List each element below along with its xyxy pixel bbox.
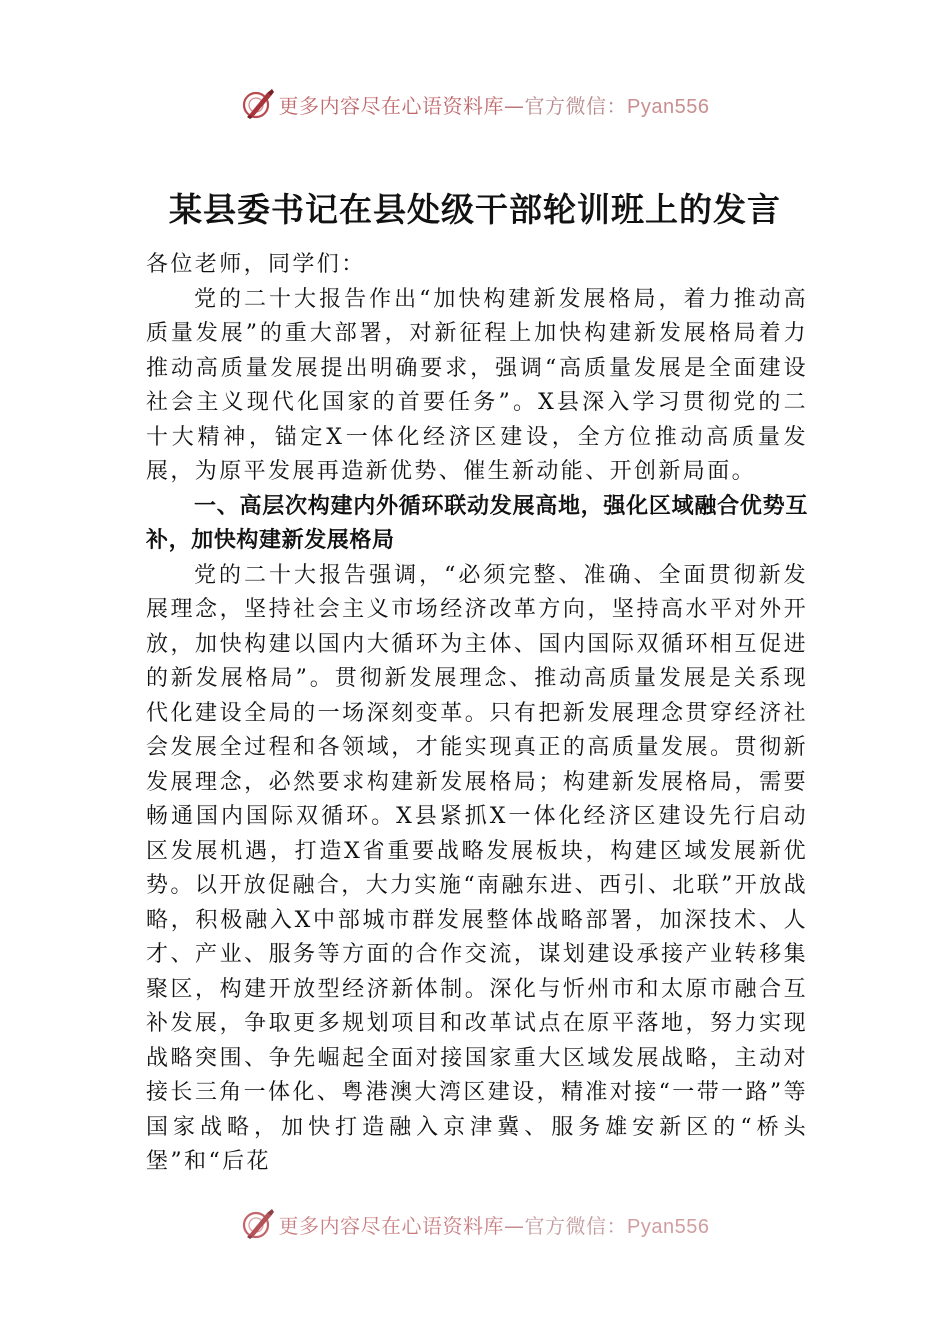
watermark-text: 更多内容尽在心语资料库 bbox=[278, 93, 505, 118]
watermark-separator: — bbox=[504, 93, 525, 118]
watermark-banner-top bbox=[0, 84, 950, 124]
intro-paragraph: 党的二十大报告作出“加快构建新发展格局，着力推动高质量发展”的重大部署，对新征程上加快构建新发展格局着力推动高质量发展提出明确要求，强调“高质量发展是全面建设社会主义现代化国家的首要任务”。X县深入学习贯彻党的二十大精神，锚定X一体化经济区建设，全方位推动高质量发展，为原平发展再造新优势、催生新动能、开创新局面。 bbox=[146, 286, 808, 484]
watermark-text: 更多内容尽在心语资料库 bbox=[278, 1213, 505, 1238]
section-paragraph-1: 党的二十大报告强调，“必须完整、准确、全面贯彻新发展理念，坚持社会主义市场经济改革方向，坚持高水平对外开放，加快构建以国内大循环为主体、国内国际双循环相互促进的新发展格局”。贯彻新发展理念、推动高质量发展是关系现代化建设全局的一场深刻变革。只有把新发展理念贯穿经济社会发展全过程和各领域，才能实现真正的高质量发展。贯彻新发展理念，必然要求构建新发展格局；构建新发展格局，需要畅通国内国际双循环。X县紧抓X一体化经济区建设先行启动区发展机遇，打造X省重要战略发展板块，构建区域发展新优势。以开放促融合，大力实施“南融东进、西引、北联”开放战略，积极融入X中部城市群发展整体战略部署，加深技术、人才、产业、服务等方面的合作交流，谋划建设承接产业转移集聚区，构建开放型经济新体制。深化与忻州市和太原市融合互补发展，争取更多规划项目和改革试点在原平落地，努力实现战略突围、争先崛起全面对接国家重大区域发展战略，主动对接长三角一体化、粤港澳大湾区建设，精准对接“一带一路”等国家战略，加快打造融入京津冀、服务雄安新区的“桥头堡”和“后花 bbox=[146, 562, 808, 1174]
watermark-wechat-account: Pyan556 bbox=[627, 95, 710, 118]
section-heading-1: 一、高层次构建内外循环联动发展高地，强化区域融合优势互补，加快构建新发展格局 bbox=[146, 493, 808, 553]
watermark-banner-bottom bbox=[0, 1204, 950, 1244]
document-title: 某县委书记在县处级干部轮训班上的发言 bbox=[169, 190, 781, 229]
salutation: 各位老师，同学们： bbox=[146, 252, 366, 277]
document-body bbox=[146, 248, 808, 1180]
watermark-wechat-label: 官方微信： bbox=[524, 1213, 628, 1238]
fountain-pen-seal-icon bbox=[241, 1207, 275, 1241]
watermark-wechat-account: Pyan556 bbox=[627, 1215, 710, 1238]
watermark-separator: — bbox=[504, 1213, 525, 1238]
fountain-pen-seal-icon bbox=[241, 87, 275, 121]
watermark-wechat-label: 官方微信： bbox=[524, 93, 628, 118]
